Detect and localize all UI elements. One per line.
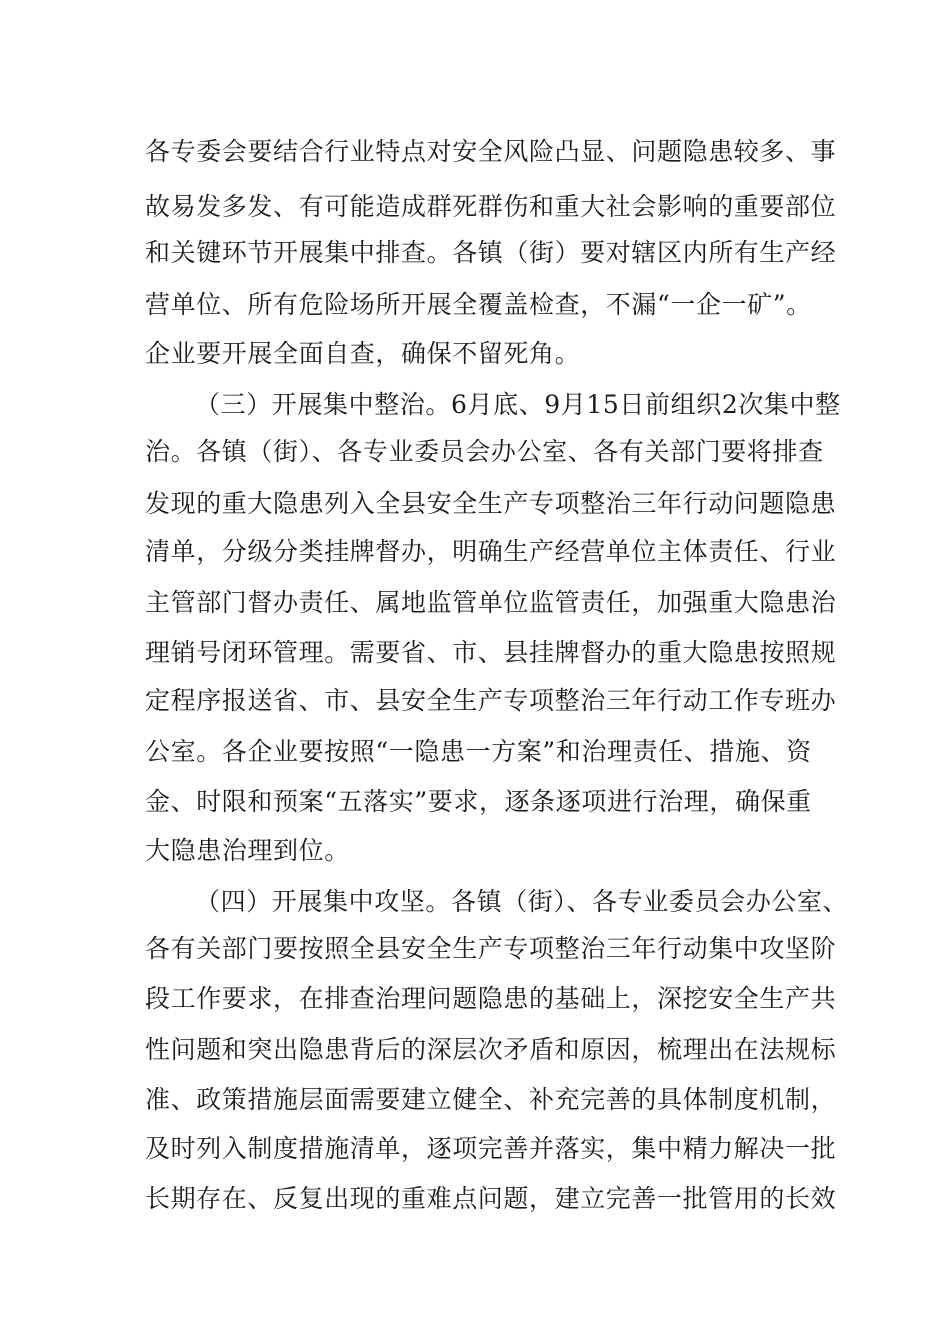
text-line: 营单位、所有危险场所开展全覆盖检查，不漏“一企一矿”。	[145, 290, 812, 319]
text-line: 理销号闭环管理。需要省、市、县挂牌督办的重大隐患按照规	[145, 638, 837, 667]
text-line: 金、时限和预案“五落实”要求，逐条逐项进行治理，确保重	[145, 787, 812, 816]
text-line: 企业要开展全面自查，确保不留死角。	[145, 339, 581, 368]
text-line: 治。各镇（街）、各专业委员会办公室、各有关部门要将排查	[145, 437, 824, 466]
text-line: 各专委会要结合行业特点对安全风险凸显、问题隐患较多、事	[145, 137, 837, 166]
text-line: 定程序报送省、市、县安全生产专项整治三年行动工作专班办	[145, 686, 837, 715]
text-line: 发现的重大隐患列入全县安全生产专项整治三年行动问题隐患	[145, 489, 837, 518]
text-line: 段工作要求，在排查治理问题隐患的基础上，深挖安全生产共	[145, 984, 837, 1013]
text-line: 及时列入制度措施清单，逐项完善并落实，集中精力解决一批	[145, 1134, 837, 1163]
text-line: 准、政策措施层面需要建立健全、补充完善的具体制度机制，	[145, 1085, 837, 1114]
text-line: 故易发多发、有可能造成群死群伤和重大社会影响的重要部位	[145, 192, 837, 221]
text-line: 公室。各企业要按照“一隐患一方案”和治理责任、措施、资	[145, 737, 812, 766]
text-line: 大隐患治理到位。	[145, 836, 350, 865]
text-line: 长期存在、反复出现的重难点问题，建立完善一批管用的长效	[145, 1184, 837, 1213]
text-line: 和关键环节开展集中排查。各镇（街）要对辖区内所有生产经	[145, 238, 837, 267]
paragraph-heading-4: （四）开展集中攻坚。各镇（街）、各专业委员会办公室、	[195, 887, 849, 916]
paragraph-heading-3: （三）开展集中整治。6月底、9月15日前组织2次集中整	[195, 390, 841, 419]
text-line: 主管部门督办责任、属地监管单位监管责任，加强重大隐患治	[145, 588, 837, 617]
text-line: 各有关部门要按照全县安全生产专项整治三年行动集中攻坚阶	[145, 934, 837, 963]
text-line: 清单，分级分类挂牌督办，明确生产经营单位主体责任、行业	[145, 537, 837, 566]
text-line: 性问题和突出隐患背后的深层次矛盾和原因，梳理出在法规标	[145, 1035, 837, 1064]
